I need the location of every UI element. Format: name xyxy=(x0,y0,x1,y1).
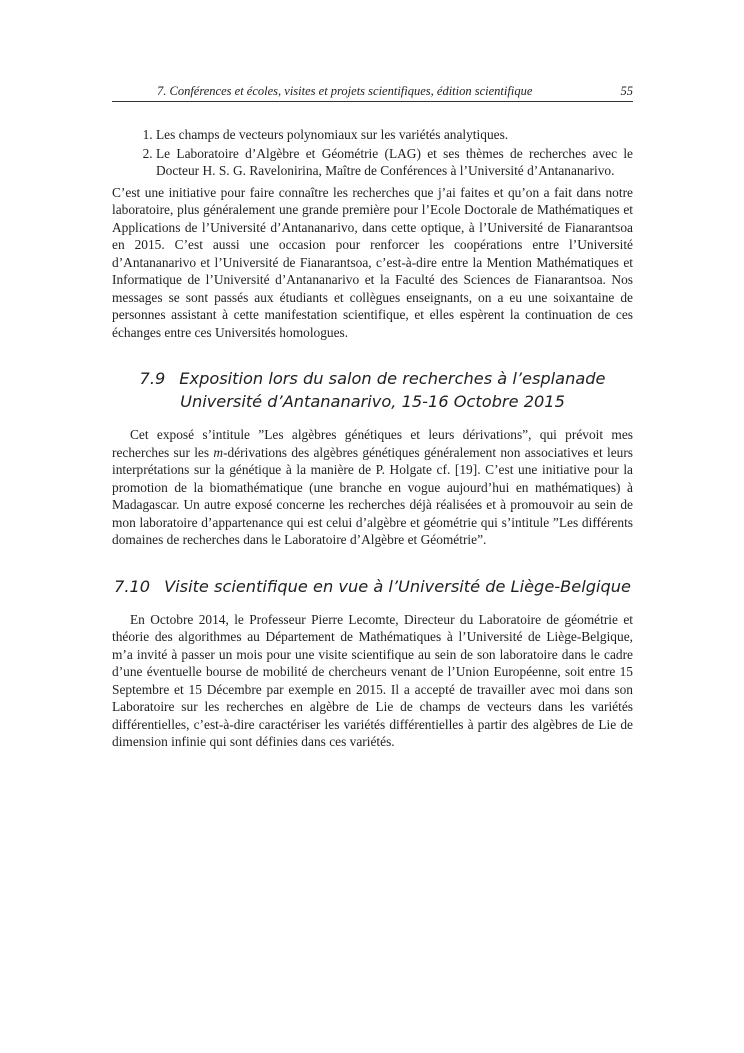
section-7-9-paragraph xyxy=(112,426,633,549)
section-heading-7-10 xyxy=(112,575,633,598)
paragraph-text: -dérivations des algèbres génétiques généralement non associatives et leurs interprétations sur la génétique à la manière de P. Holgate cf. [19]. C’est une initiative pour la promotion de la biomathématique (une branche en vogue aujourd’hui en mathématiques) à Madagascar. Un autre exposé concerne les recherches déjà réalisées et à promouvoir au sein de mon laboratoire d’appartenance qui est celui d’algèbre et géométrie qui s’intitule ”Les différents domaines de recherches dans le Laboratoire d’Algèbre et Géométrie”. xyxy=(112,444,633,547)
section-title: Visite scientifique en vue à l’Université de Liège-Belgique xyxy=(164,576,631,596)
numbered-list xyxy=(112,126,633,180)
page-body xyxy=(112,126,633,751)
header-chapter-title: 7. Conférences et écoles, visites et projets scientifiques, édition scientifique xyxy=(157,84,533,98)
section-number: 7.10 xyxy=(114,576,151,596)
section-title: Exposition lors du salon de recherches à l’esplanade Université d’Antananarivo, 15-16 Octobre 2015 xyxy=(179,369,606,411)
intro-paragraph: C’est une initiative pour faire connaître les recherches que j’ai faites et qu’on a fait dans notre laboratoire, plus généralement une grande première pour l’Ecole Doctorale de Mathématiques et Applications de l’Université d’Antananarivo, dans cette optique, à l’Université de Fianarantsoa en 2015. C’est aussi une occasion pour renforcer les coopérations entre l’Université d’Antananarivo et l’Université de Fianarantsoa, c’est-à-dire entre la Mention Mathématiques et Informatique de l’Université d’Antananarivo et la Faculté des Sciences de Fianarantsoa. Nos messages se sont passés aux étudiants et collègues enseignants, on a eu une soixantaine de personnes assistant à cette manifestation scientifique, et elles espèrent la continuation de ces échanges entre ces Universités homologues. xyxy=(112,184,633,340)
section-heading-7-9 xyxy=(112,367,633,413)
header-page-number: 55 xyxy=(620,84,633,98)
list-item: 1. Les champs de vecteurs polynomiaux sur les variétés analytiques. xyxy=(156,126,633,144)
paragraph-text: Cet exposé s’intitule ”Les algèbres génétiques et leurs dérivations”, qui prévoit mes recherches sur les xyxy=(112,427,633,460)
math-variable: m xyxy=(213,444,224,460)
section-7-10-paragraph: En Octobre 2014, le Professeur Pierre Lecomte, Directeur du Laboratoire de géométrie et théorie des algorithmes au Département de Mathématiques à l’Université de Liège-Belgique, m’a invité à passer un mois pour une visite scientifique au sein de son laboratoire dans le cadre d’une éventuelle bourse de mobilité de chercheurs venant de l’Union Européenne, soit entre 15 Septembre et 15 Décembre par exemple en 2015. Il a accepté de travailler avec moi dans son Laboratoire sur les recherches en algèbre de Lie de champs de vecteurs dans les variétés différentielles, c’est-à-dire caractériser les variétés différentielles à partir des algèbres de Lie de dimension infinie qui sont définies dans ces variétés. xyxy=(112,611,633,749)
section-number: 7.9 xyxy=(139,369,166,388)
header-rule xyxy=(112,101,633,102)
list-item: 2. Le Laboratoire d’Algèbre et Géométrie (LAG) et ses thèmes de recherches avec le Docteur H. S. G. Ravelonirina, Maître de Conférences à l’Université d’Antananarivo. xyxy=(156,145,633,180)
running-header xyxy=(112,84,633,102)
